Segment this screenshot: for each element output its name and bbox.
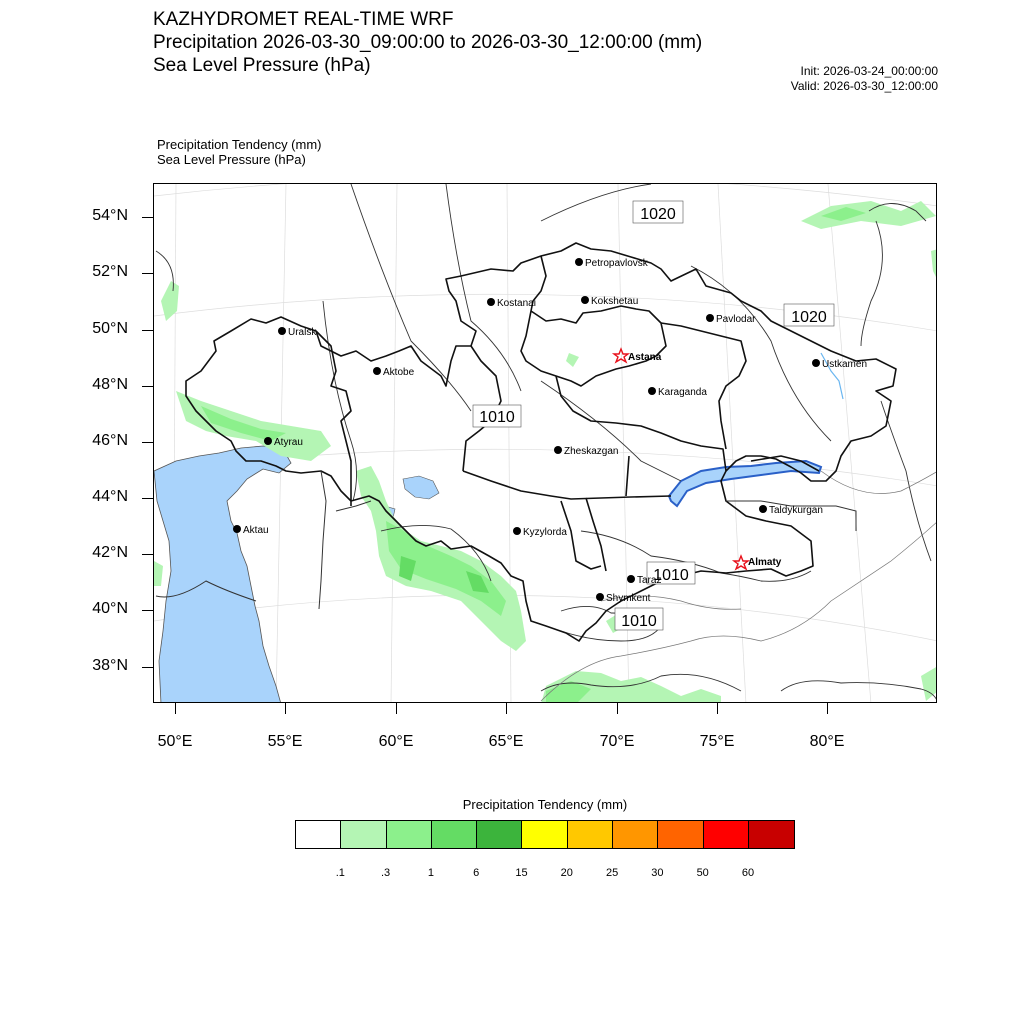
field-subtitle-slp: Sea Level Pressure (hPa) bbox=[157, 152, 306, 167]
lat-label: 52°N bbox=[92, 263, 128, 280]
city-label: Shymkent bbox=[606, 593, 651, 604]
city-label: Kokshetau bbox=[591, 296, 639, 307]
colorbar-label: 6 bbox=[473, 867, 480, 879]
colorbar-swatch bbox=[477, 821, 522, 848]
lon-label: 55°E bbox=[267, 733, 303, 750]
colorbar-swatch bbox=[296, 821, 341, 848]
city-label: Pavlodar bbox=[716, 314, 756, 325]
map-panel bbox=[153, 183, 937, 703]
lat-tick bbox=[142, 498, 153, 499]
caspian-sea bbox=[154, 446, 291, 703]
isobar-label: 1020 bbox=[640, 206, 676, 223]
city-dot bbox=[627, 575, 635, 583]
lat-label: 50°N bbox=[92, 320, 128, 337]
city-label: Atyrau bbox=[274, 437, 303, 448]
lon-tick bbox=[396, 703, 397, 714]
lat-tick bbox=[142, 330, 153, 331]
city-label: Uralsk bbox=[288, 327, 317, 338]
map-canvas bbox=[154, 184, 937, 703]
lat-label: 40°N bbox=[92, 600, 128, 617]
colorbar-label: 50 bbox=[696, 867, 709, 879]
colorbar-swatch bbox=[704, 821, 749, 848]
city-dot bbox=[581, 296, 589, 304]
valid-time: Valid: 2026-03-30_12:00:00 bbox=[790, 79, 938, 93]
colorbar-swatch bbox=[387, 821, 432, 848]
forecast-time-block bbox=[791, 64, 938, 94]
colorbar-label: .3 bbox=[381, 867, 391, 879]
colorbar bbox=[295, 820, 795, 849]
colorbar-swatch bbox=[613, 821, 658, 848]
lat-label: 44°N bbox=[92, 488, 128, 505]
city-dot bbox=[233, 525, 241, 533]
colorbar-swatch bbox=[341, 821, 386, 848]
city-dot bbox=[264, 437, 272, 445]
isobar-label: 1010 bbox=[653, 567, 689, 584]
lon-tick bbox=[617, 703, 618, 714]
city-dot bbox=[648, 387, 656, 395]
colorbar-swatch bbox=[522, 821, 567, 848]
lat-label: 46°N bbox=[92, 432, 128, 449]
city-label: Astana bbox=[628, 352, 662, 363]
city-dot bbox=[513, 527, 521, 535]
lon-label: 50°E bbox=[157, 733, 193, 750]
lon-tick bbox=[827, 703, 828, 714]
city-label: Zheskazgan bbox=[564, 446, 619, 457]
lat-tick bbox=[142, 273, 153, 274]
lat-tick bbox=[142, 442, 153, 443]
colorbar-label: .1 bbox=[335, 867, 345, 879]
colorbar-label: 30 bbox=[651, 867, 664, 879]
city-label: Aktau bbox=[243, 525, 269, 536]
lat-tick bbox=[142, 667, 153, 668]
lat-label: 38°N bbox=[92, 657, 128, 674]
city-label: Aktobe bbox=[383, 367, 415, 378]
map-title-block bbox=[153, 8, 702, 77]
colorbar-label: 1 bbox=[427, 867, 434, 879]
title-line-2: Precipitation 2026-03-30_09:00:00 to 2026-03-30_12:00:00 (mm) bbox=[153, 32, 703, 53]
city-dot bbox=[554, 446, 562, 454]
lat-label: 54°N bbox=[92, 207, 128, 224]
city-dot bbox=[759, 505, 767, 513]
colorbar-swatch bbox=[749, 821, 794, 848]
city-markers bbox=[233, 258, 867, 604]
city-label: Taldykurgan bbox=[769, 505, 823, 516]
colorbar-label: 60 bbox=[741, 867, 755, 879]
init-time: Init: 2026-03-24_00:00:00 bbox=[800, 64, 938, 78]
colorbar-label: 15 bbox=[515, 867, 528, 879]
lon-tick bbox=[506, 703, 507, 714]
isobar-label: 1010 bbox=[479, 409, 515, 426]
colorbar-label: 25 bbox=[605, 867, 619, 879]
city-label: Almaty bbox=[748, 557, 782, 568]
city-label: Taraz bbox=[637, 575, 662, 586]
city-label: Karaganda bbox=[658, 387, 707, 398]
lat-label: 42°N bbox=[92, 544, 128, 561]
lat-tick bbox=[142, 554, 153, 555]
capital-star-icon bbox=[614, 349, 628, 362]
colorbar-swatch bbox=[568, 821, 613, 848]
colorbar-label: 20 bbox=[560, 867, 573, 879]
title-line-1: KAZHYDROMET REAL-TIME WRF bbox=[153, 9, 454, 30]
city-label: Petropavlovsk bbox=[585, 258, 648, 269]
field-subtitle-precip: Precipitation Tendency (mm) bbox=[157, 137, 322, 152]
lon-label: 75°E bbox=[699, 733, 735, 750]
city-dot bbox=[812, 359, 820, 367]
lat-tick bbox=[142, 386, 153, 387]
lon-label: 60°E bbox=[378, 733, 414, 750]
country-borders bbox=[541, 471, 937, 701]
lat-label: 48°N bbox=[92, 376, 128, 393]
city-dot bbox=[278, 327, 286, 335]
city-dot bbox=[706, 314, 714, 322]
lat-tick bbox=[142, 610, 153, 611]
city-label: Ustkamen bbox=[822, 359, 868, 370]
field-subtitle bbox=[157, 137, 322, 167]
colorbar-swatch bbox=[658, 821, 703, 848]
lat-tick bbox=[142, 217, 153, 218]
city-dot bbox=[487, 298, 495, 306]
colorbar-swatch bbox=[432, 821, 477, 848]
isobar-label: 1020 bbox=[791, 309, 827, 326]
city-dot bbox=[575, 258, 583, 266]
lon-label: 80°E bbox=[809, 733, 845, 750]
capital-star-icon bbox=[734, 556, 748, 569]
lon-tick bbox=[285, 703, 286, 714]
city-label: Kostanai bbox=[497, 298, 536, 309]
city-dot bbox=[596, 593, 604, 601]
lon-tick bbox=[717, 703, 718, 714]
lon-tick bbox=[175, 703, 176, 714]
lon-label: 70°E bbox=[599, 733, 635, 750]
city-dot bbox=[373, 367, 381, 375]
title-line-3: Sea Level Pressure (hPa) bbox=[153, 55, 371, 76]
balkhash-lake bbox=[669, 461, 821, 506]
isobar-label: 1010 bbox=[621, 613, 657, 630]
city-label: Kyzylorda bbox=[523, 527, 567, 538]
lon-label: 65°E bbox=[488, 733, 524, 750]
colorbar-title: Precipitation Tendency (mm) bbox=[462, 797, 628, 812]
